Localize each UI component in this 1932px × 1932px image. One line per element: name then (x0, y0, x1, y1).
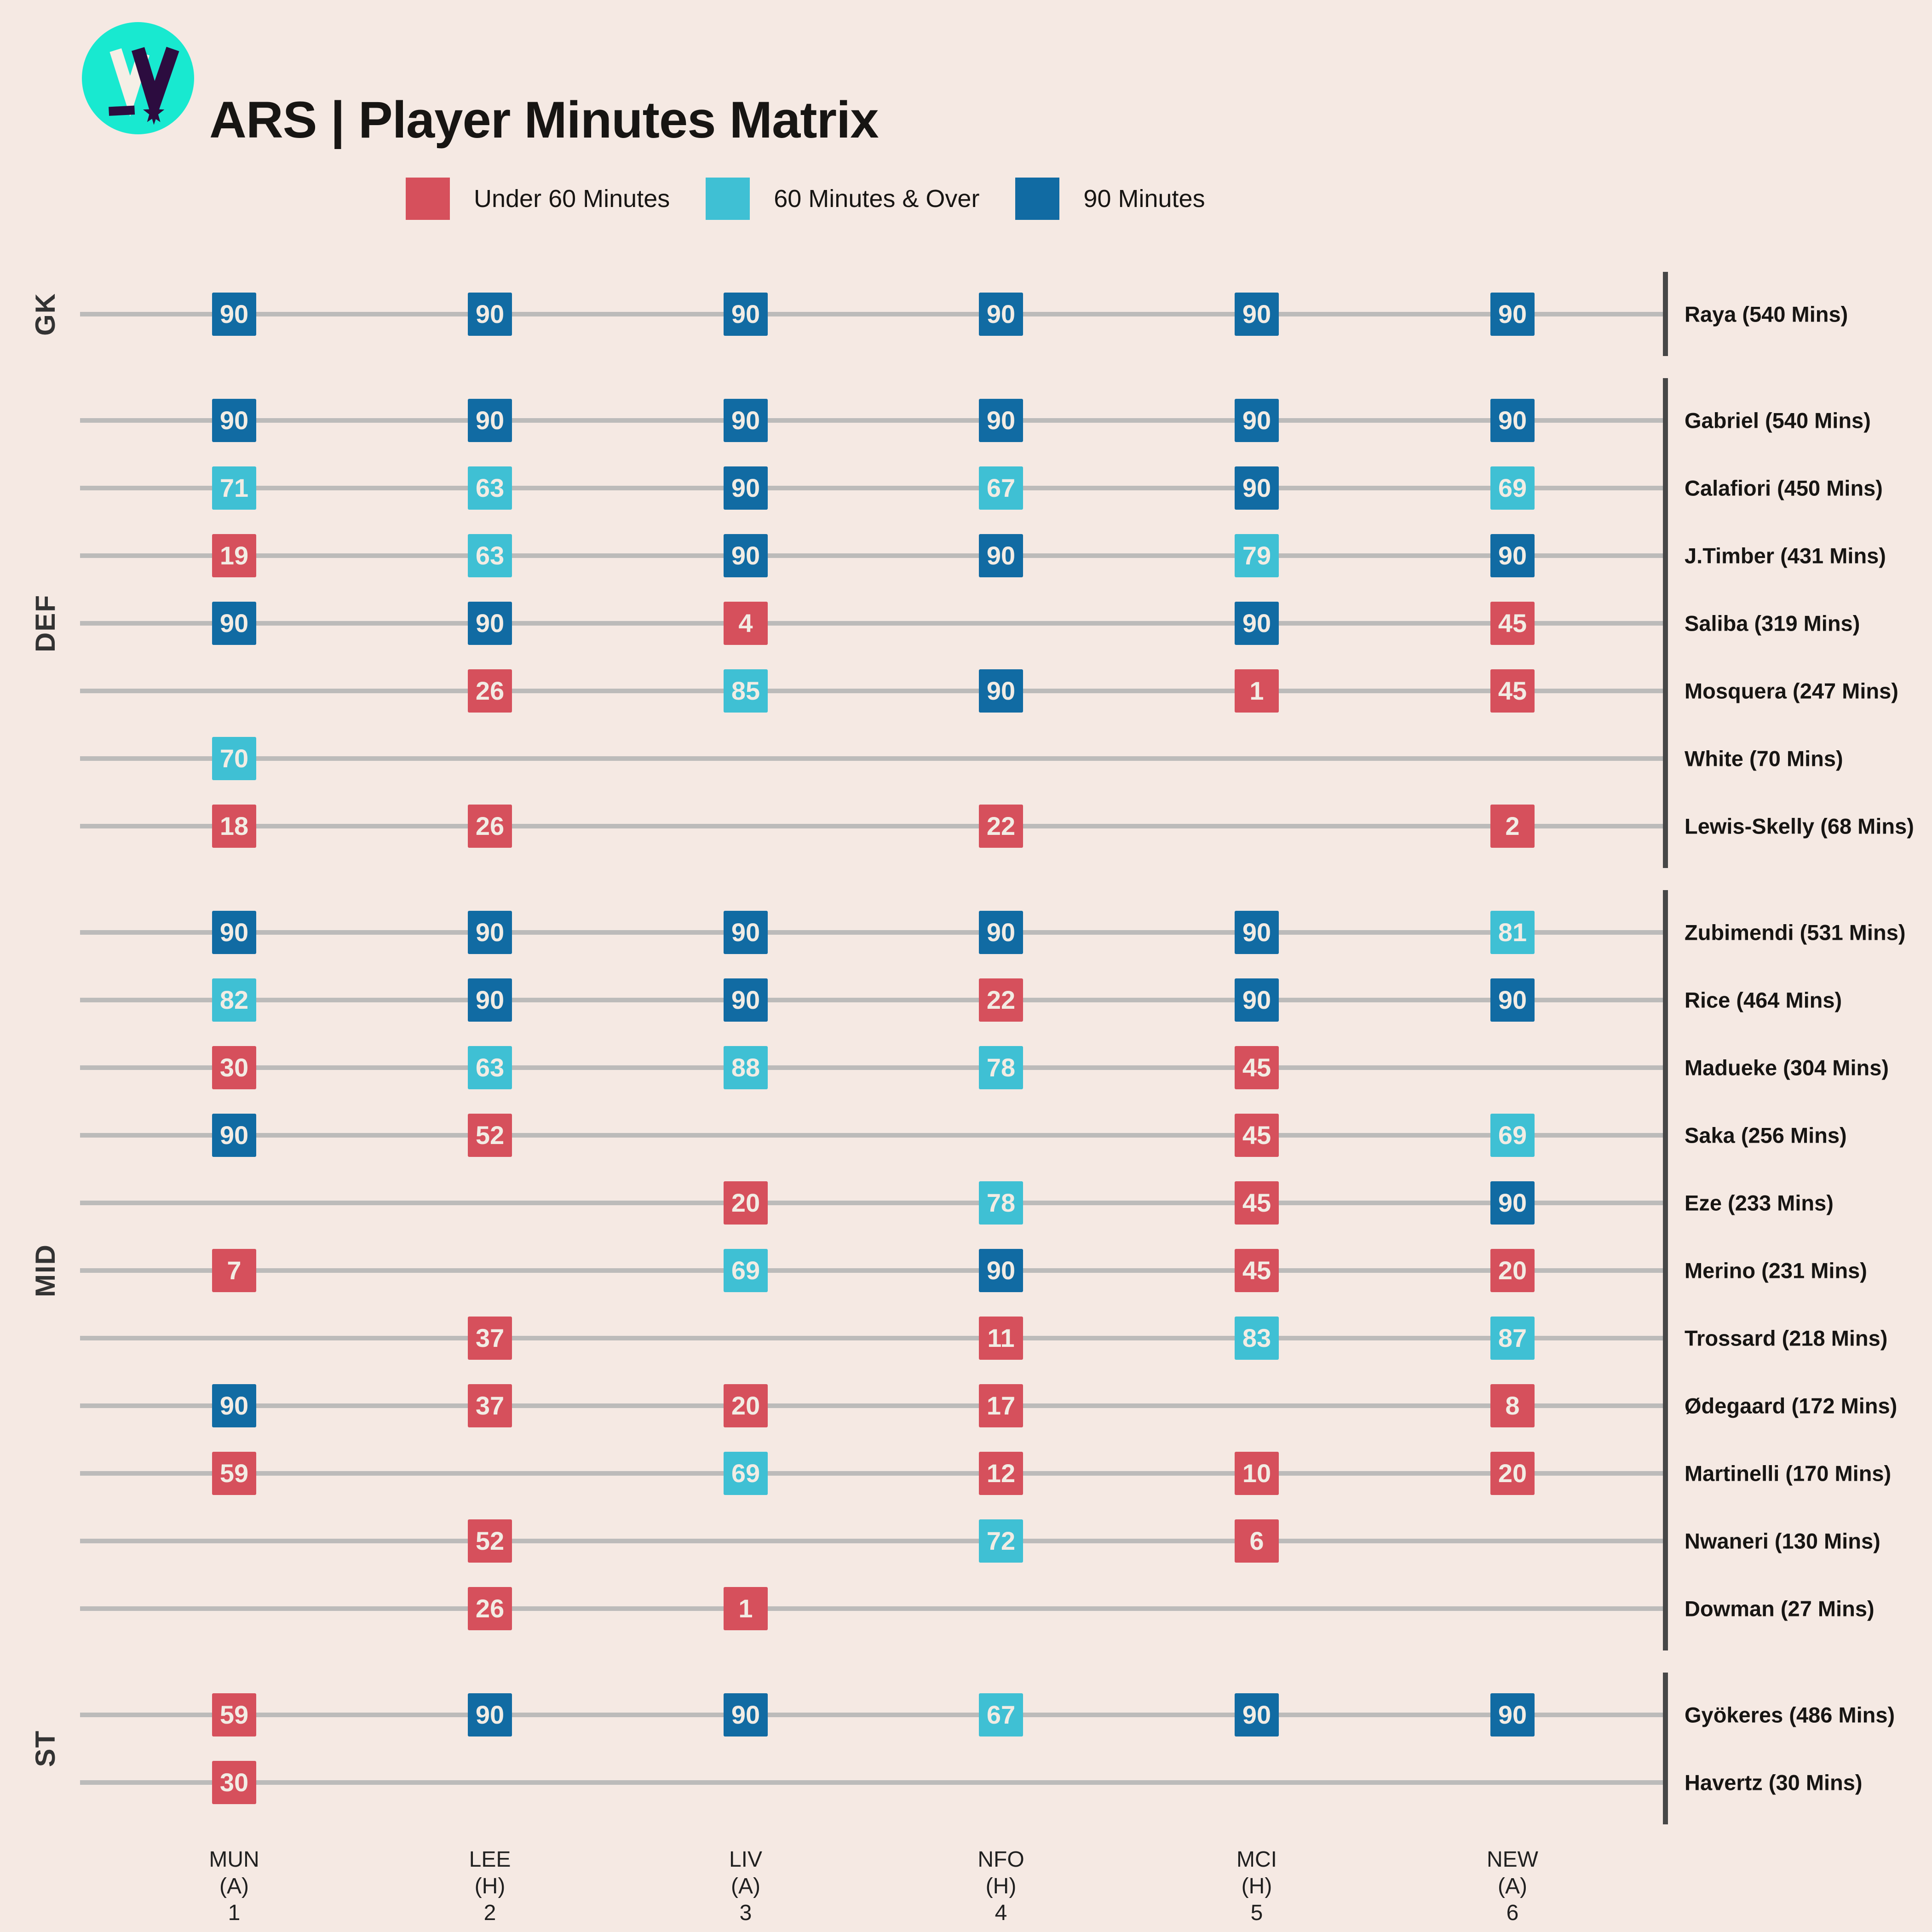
minutes-cell: 90 (1235, 399, 1279, 442)
player-row (0, 966, 1932, 1034)
row-line (80, 756, 1663, 761)
minutes-cell: 90 (979, 911, 1023, 954)
row-line (80, 312, 1663, 316)
minutes-cell: 26 (468, 805, 512, 848)
minutes-matrix (0, 272, 1932, 1932)
minutes-cell: 70 (212, 737, 256, 780)
player-row (0, 454, 1932, 522)
player-label: Zubimendi (531 Mins) (1685, 920, 1906, 944)
player-label: Raya (540 Mins) (1685, 302, 1848, 326)
minutes-cell: 79 (1235, 534, 1279, 577)
minutes-cell: 69 (724, 1249, 768, 1292)
minutes-cell: 20 (1490, 1452, 1535, 1495)
minutes-cell: 20 (724, 1384, 768, 1427)
player-label: Saka (256 Mins) (1685, 1123, 1847, 1147)
legend-label: 60 Minutes & Over (774, 185, 980, 213)
minutes-cell: 90 (1235, 978, 1279, 1022)
minutes-cell: 6 (1235, 1519, 1279, 1563)
minutes-cell: 20 (724, 1181, 768, 1225)
player-row (0, 280, 1932, 348)
player-row (0, 1034, 1932, 1101)
minutes-cell: 90 (724, 466, 768, 510)
position-group-label: MID (30, 1243, 61, 1297)
minutes-cell: 45 (1235, 1181, 1279, 1225)
minutes-cell: 90 (1235, 911, 1279, 954)
row-line (80, 1403, 1663, 1408)
legend-item-over-60 (706, 178, 979, 220)
position-group-gk (0, 272, 1932, 356)
player-label: Lewis-Skelly (68 Mins) (1685, 814, 1914, 838)
minutes-cell: 90 (979, 1249, 1023, 1292)
minutes-cell: 90 (468, 293, 512, 336)
minutes-cell: 90 (979, 534, 1023, 577)
player-row (0, 386, 1932, 454)
player-label: J.Timber (431 Mins) (1685, 543, 1886, 568)
minutes-cell: 69 (1490, 466, 1535, 510)
minutes-cell: 78 (979, 1181, 1023, 1225)
player-label: Gabriel (540 Mins) (1685, 408, 1871, 432)
minutes-cell: 69 (1490, 1114, 1535, 1157)
match-axis-column (1443, 1846, 1581, 1926)
minutes-cell: 63 (468, 534, 512, 577)
row-line (80, 1133, 1663, 1138)
match-axis-column (421, 1846, 559, 1926)
player-label: Dowman (27 Mins) (1685, 1596, 1874, 1621)
minutes-cell: 90 (212, 602, 256, 645)
row-line (80, 418, 1663, 423)
minutes-cell: 18 (212, 805, 256, 848)
minutes-cell: 90 (468, 602, 512, 645)
player-label: White (70 Mins) (1685, 746, 1843, 770)
minutes-cell: 71 (212, 466, 256, 510)
minutes-cell: 90 (724, 1693, 768, 1736)
position-group-label: ST (30, 1730, 61, 1767)
position-group-label: DEF (30, 594, 61, 652)
row-line (80, 1471, 1663, 1476)
player-label: Martinelli (170 Mins) (1685, 1461, 1892, 1485)
axis-venue-label: (H) (985, 1874, 1017, 1898)
minutes-cell: 90 (1490, 293, 1535, 336)
minutes-cell: 19 (212, 534, 256, 577)
minutes-cell: 90 (212, 293, 256, 336)
minutes-cell: 45 (1490, 602, 1535, 645)
match-axis-column (1188, 1846, 1326, 1926)
page-title: ARS | Player Minutes Matrix (209, 91, 879, 149)
legend-item-under-60 (406, 178, 670, 220)
minutes-cell: 90 (212, 1114, 256, 1157)
player-row (0, 898, 1932, 966)
minutes-cell: 90 (1235, 1693, 1279, 1736)
row-line (80, 1268, 1663, 1273)
player-row (0, 589, 1932, 657)
legend-swatch-90 (1015, 178, 1059, 220)
minutes-cell: 82 (212, 978, 256, 1022)
minutes-cell: 10 (1235, 1452, 1279, 1495)
player-label: Havertz (30 Mins) (1685, 1770, 1863, 1794)
player-row (0, 1575, 1932, 1642)
axis-opponent-label: MUN (209, 1847, 259, 1872)
axis-opponent-label: MCI (1236, 1847, 1277, 1872)
legend-label: Under 60 Minutes (474, 185, 670, 213)
axis-opponent-label: LEE (469, 1847, 511, 1872)
minutes-cell: 83 (1235, 1317, 1279, 1360)
player-row (0, 522, 1932, 589)
player-row (0, 1236, 1932, 1304)
player-row (0, 792, 1932, 860)
player-label: Merino (231 Mins) (1685, 1258, 1867, 1282)
player-label: Trossard (218 Mins) (1685, 1326, 1888, 1350)
minutes-cell: 22 (979, 805, 1023, 848)
minutes-cell: 22 (979, 978, 1023, 1022)
match-axis-column (932, 1846, 1070, 1926)
minutes-cell: 52 (468, 1519, 512, 1563)
minutes-cell: 90 (468, 399, 512, 442)
minutes-cell: 90 (724, 911, 768, 954)
minutes-cell: 90 (1235, 293, 1279, 336)
minutes-cell: 2 (1490, 805, 1535, 848)
minutes-cell: 90 (724, 534, 768, 577)
wv-logo (82, 22, 194, 134)
minutes-cell: 4 (724, 602, 768, 645)
minutes-cell: 67 (979, 466, 1023, 510)
row-line (80, 824, 1663, 828)
minutes-cell: 87 (1490, 1317, 1535, 1360)
minutes-cell: 30 (212, 1046, 256, 1089)
player-row (0, 1304, 1932, 1372)
axis-match-label: 3 (739, 1901, 752, 1925)
minutes-cell: 78 (979, 1046, 1023, 1089)
minutes-cell: 88 (724, 1046, 768, 1089)
axis-match-label: 5 (1250, 1901, 1263, 1925)
minutes-cell: 90 (1235, 602, 1279, 645)
player-label: Eze (233 Mins) (1685, 1190, 1834, 1215)
minutes-cell: 90 (1235, 466, 1279, 510)
minutes-cell: 26 (468, 1587, 512, 1630)
minutes-cell: 59 (212, 1452, 256, 1495)
minutes-cell: 90 (979, 293, 1023, 336)
wv-logo-graphic (82, 22, 194, 134)
minutes-cell: 90 (1490, 399, 1535, 442)
player-row (0, 724, 1932, 792)
row-line (80, 486, 1663, 490)
minutes-cell: 90 (1490, 534, 1535, 577)
minutes-cell: 37 (468, 1384, 512, 1427)
minutes-cell: 45 (1235, 1114, 1279, 1157)
row-line (80, 998, 1663, 1002)
minutes-cell: 90 (468, 911, 512, 954)
row-line (80, 553, 1663, 558)
minutes-cell: 37 (468, 1317, 512, 1360)
player-label: Nwaneri (130 Mins) (1685, 1529, 1880, 1553)
position-group-def (0, 378, 1932, 868)
minutes-cell: 90 (212, 911, 256, 954)
player-label: Mosquera (247 Mins) (1685, 678, 1898, 703)
minutes-cell: 69 (724, 1452, 768, 1495)
minutes-cell: 90 (979, 669, 1023, 713)
player-row (0, 1372, 1932, 1439)
player-label: Saliba (319 Mins) (1685, 611, 1860, 635)
player-row (0, 1748, 1932, 1816)
row-line (80, 1539, 1663, 1543)
minutes-cell: 90 (979, 399, 1023, 442)
minutes-cell: 45 (1235, 1046, 1279, 1089)
minutes-cell: 59 (212, 1693, 256, 1736)
axis-opponent-label: LIV (729, 1847, 763, 1872)
player-row (0, 657, 1932, 724)
minutes-cell: 90 (724, 399, 768, 442)
row-line (80, 930, 1663, 935)
minutes-cell: 90 (1490, 1693, 1535, 1736)
minutes-cell: 72 (979, 1519, 1023, 1563)
legend-swatch-under-60 (406, 178, 450, 220)
position-group-st (0, 1673, 1932, 1824)
minutes-cell: 30 (212, 1761, 256, 1804)
row-line (80, 1336, 1663, 1340)
legend-label: 90 Minutes (1083, 185, 1205, 213)
axis-match-label: 2 (483, 1901, 496, 1925)
minutes-cell: 90 (724, 978, 768, 1022)
player-label: Ødegaard (172 Mins) (1685, 1393, 1898, 1418)
axis-venue-label: (H) (474, 1874, 506, 1898)
minutes-cell: 45 (1490, 669, 1535, 713)
axis-venue-label: (A) (219, 1874, 249, 1898)
minutes-cell: 12 (979, 1452, 1023, 1495)
axis-match-label: 1 (228, 1901, 241, 1925)
minutes-cell: 90 (1490, 978, 1535, 1022)
player-row (0, 1101, 1932, 1169)
minutes-cell: 20 (1490, 1249, 1535, 1292)
player-label: Rice (464 Mins) (1685, 988, 1842, 1012)
match-axis-column (165, 1846, 303, 1926)
legend-swatch-over-60 (706, 178, 750, 220)
player-row (0, 1169, 1932, 1236)
row-line (80, 1606, 1663, 1611)
row-line (80, 1713, 1663, 1717)
minutes-cell: 11 (979, 1317, 1023, 1360)
minutes-cell: 1 (724, 1587, 768, 1630)
minutes-cell: 8 (1490, 1384, 1535, 1427)
minutes-cell: 26 (468, 669, 512, 713)
minutes-cell: 90 (212, 399, 256, 442)
player-row (0, 1681, 1932, 1748)
position-group-label: GK (30, 292, 61, 336)
minutes-cell: 90 (468, 1693, 512, 1736)
row-line (80, 1065, 1663, 1070)
legend (406, 178, 1205, 220)
player-label: Madueke (304 Mins) (1685, 1055, 1889, 1080)
row-line (80, 1780, 1663, 1785)
minutes-cell: 7 (212, 1249, 256, 1292)
axis-venue-label: (A) (1498, 1874, 1527, 1898)
minutes-cell: 63 (468, 466, 512, 510)
minutes-cell: 63 (468, 1046, 512, 1089)
minutes-cell: 85 (724, 669, 768, 713)
axis-opponent-label: NFO (978, 1847, 1024, 1872)
position-group-mid (0, 890, 1932, 1650)
minutes-cell: 90 (724, 293, 768, 336)
minutes-cell: 52 (468, 1114, 512, 1157)
axis-match-label: 4 (995, 1901, 1007, 1925)
legend-item-90 (1015, 178, 1205, 220)
row-line (80, 1201, 1663, 1205)
row-line (80, 689, 1663, 693)
minutes-cell: 67 (979, 1693, 1023, 1736)
minutes-cell: 81 (1490, 911, 1535, 954)
minutes-cell: 17 (979, 1384, 1023, 1427)
player-label: Gyökeres (486 Mins) (1685, 1702, 1895, 1727)
player-label: Calafiori (450 Mins) (1685, 476, 1883, 500)
axis-opponent-label: NEW (1487, 1847, 1538, 1872)
match-axis-column (677, 1846, 815, 1926)
axis-match-label: 6 (1506, 1901, 1519, 1925)
minutes-cell: 1 (1235, 669, 1279, 713)
minutes-cell: 45 (1235, 1249, 1279, 1292)
axis-venue-label: (A) (731, 1874, 760, 1898)
player-row (0, 1507, 1932, 1575)
match-axis (0, 1846, 1932, 1932)
row-line (80, 621, 1663, 626)
minutes-cell: 90 (468, 978, 512, 1022)
axis-venue-label: (H) (1241, 1874, 1272, 1898)
player-row (0, 1439, 1932, 1507)
minutes-cell: 90 (1490, 1181, 1535, 1225)
minutes-cell: 90 (212, 1384, 256, 1427)
